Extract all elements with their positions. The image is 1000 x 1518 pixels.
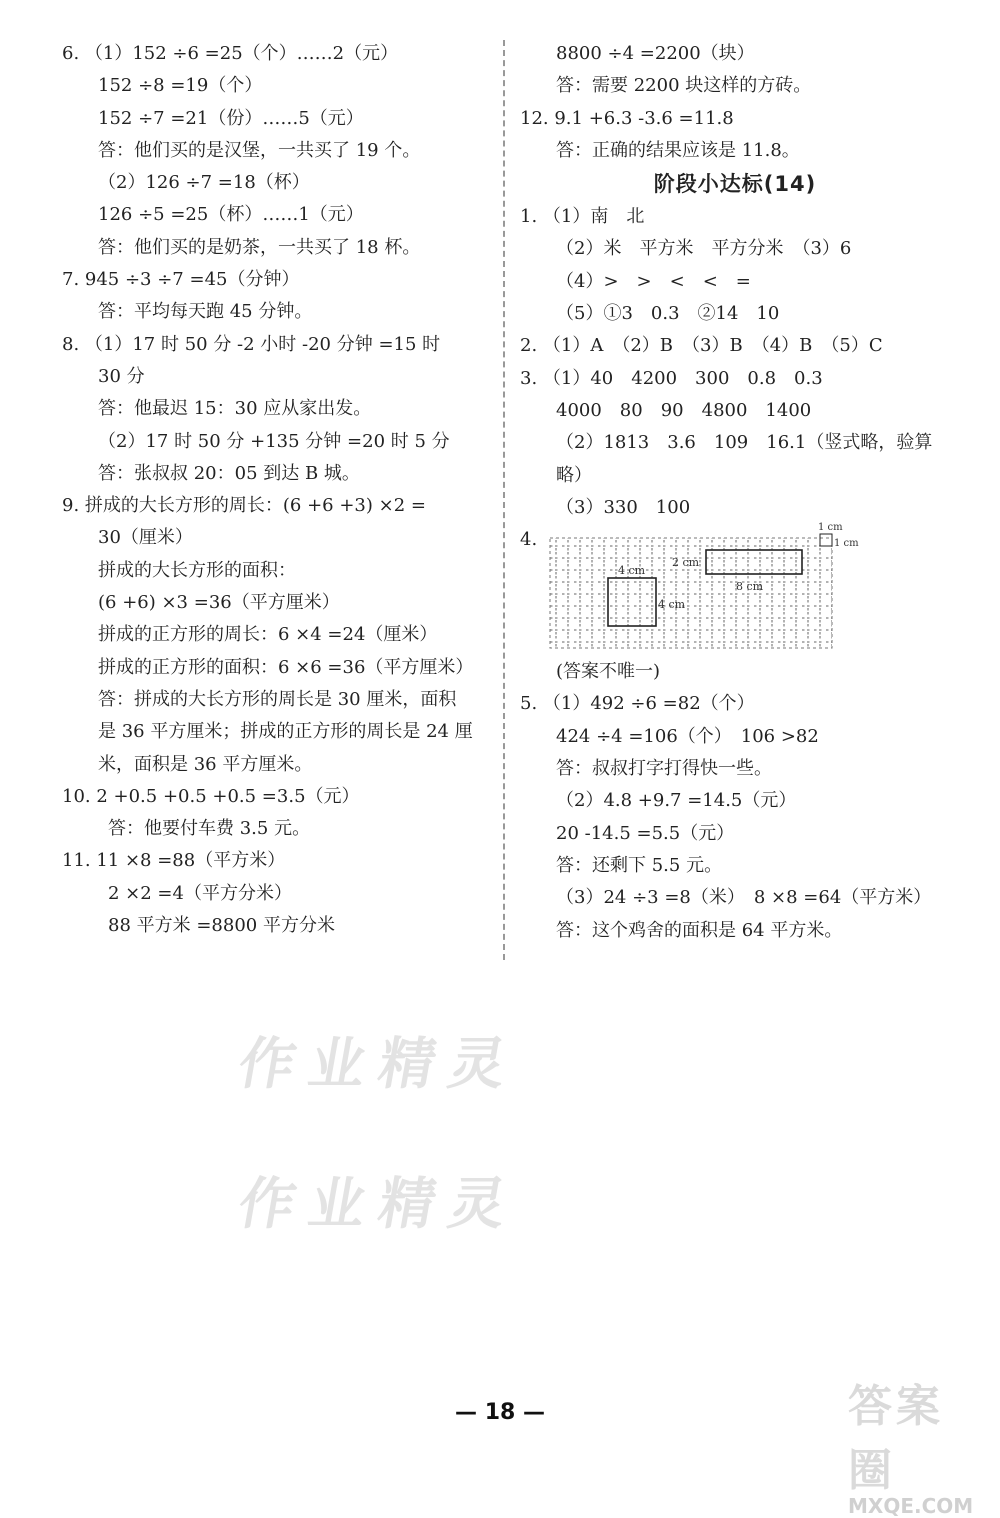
left-column xyxy=(62,38,492,942)
answer-line: 答：拼成的大长方形的周长是 30 厘米，面积 xyxy=(98,688,457,710)
answer-line: 略） xyxy=(556,464,592,486)
answer-line: 8. （1）17 时 50 分 -2 小时 -20 分钟 =15 时 xyxy=(62,333,441,355)
answer-line: 答：张叔叔 20：05 到达 B 城。 xyxy=(98,462,360,484)
label-1cm-side: 1 cm xyxy=(834,538,859,550)
answer-line: 答：正确的结果应该是 11.8。 xyxy=(556,139,800,161)
section-title: 阶段小达标(14) xyxy=(653,172,817,197)
answer-line: 1. （1）南 北 xyxy=(520,206,645,228)
answer-line: 3. （1）40 4200 300 0.8 0.3 xyxy=(520,367,823,389)
answer-line: 20 -14.5 =5.5（元） xyxy=(556,822,735,844)
answer-line: 126 ÷5 =25（杯）……1（元） xyxy=(98,204,364,226)
answer-line: (答案不唯一) xyxy=(556,661,661,683)
answer-line: 2. （1）A （2）B （3）B （4）B （5）C xyxy=(520,335,883,357)
answer-line: 152 ÷8 =19（个） xyxy=(98,75,263,97)
answer-line: 30 分 xyxy=(98,365,145,387)
answer-line: 6. （1）152 ÷6 =25（个）……2（元） xyxy=(62,43,399,64)
answer-line: 8800 ÷4 =2200（块） xyxy=(556,43,755,64)
label-1cm-top: 1 cm xyxy=(818,522,843,534)
label-4cm-top: 4 cm xyxy=(618,564,646,578)
answer-line: 30（厘米） xyxy=(98,527,193,549)
answer-line: 答：这个鸡舍的面积是 64 平方米。 xyxy=(556,919,843,941)
label-2cm: 2 cm xyxy=(672,556,700,570)
column-divider xyxy=(503,40,505,960)
answer-line: 米，面积是 36 平方厘米。 xyxy=(98,753,313,775)
answer-line: 5. （1）492 ÷6 =82（个） xyxy=(520,693,755,715)
answer-line: 答：叔叔打字打得快一些。 xyxy=(556,758,772,780)
answer-line: 12. 9.1 +6.3 -3.6 =11.8 xyxy=(520,107,734,129)
logo-url: MXQE.COM xyxy=(848,1494,974,1518)
answer-line: （4）> > < < = xyxy=(556,270,751,292)
answer-line: （5）①3 0.3 ②14 10 xyxy=(556,303,780,325)
answer-line: 4000 80 90 4800 1400 xyxy=(556,399,812,421)
answer-line: 7. 945 ÷3 ÷7 =45（分钟） xyxy=(62,269,300,291)
answer-line: （2）米 平方米 平方分米 （3）6 xyxy=(556,238,852,260)
answer-line: (6 +6) ×3 =36（平方厘米） xyxy=(98,592,340,614)
answer-line: 10. 2 +0.5 +0.5 +0.5 =3.5（元） xyxy=(62,785,360,807)
answer-line: 11. 11 ×8 =88（平方米） xyxy=(62,850,286,872)
answer-line: 答：平均每天跑 45 分钟。 xyxy=(98,301,313,323)
answer-line: 152 ÷7 =21（份）……5（元） xyxy=(98,107,364,129)
page-number: — 18 — xyxy=(455,1400,545,1425)
answer-line: （2）1813 3.6 109 16.1（竖式略，验算 xyxy=(556,432,933,454)
answer-line: 答：他最迟 15：30 应从家出发。 xyxy=(98,398,372,420)
site-logo xyxy=(848,1370,988,1518)
answer-line: 拼成的正方形的面积：6 ×6 =36（平方厘米） xyxy=(98,656,474,678)
answer-line: 答：还剩下 5.5 元。 xyxy=(556,854,723,876)
answer-line: 答：需要 2200 块这样的方砖。 xyxy=(556,75,812,97)
answer-line: 424 ÷4 =106（个） 106 >82 xyxy=(556,725,819,747)
label-8cm: 8 cm xyxy=(736,580,764,594)
watermark: 作业精灵 xyxy=(233,1172,525,1237)
answer-line: （3）24 ÷3 =8（米） 8 ×8 =64（平方米） xyxy=(556,887,932,909)
right-column xyxy=(520,38,950,947)
label-4cm-side: 4 cm xyxy=(658,598,686,612)
answer-line: 2 ×2 =4（平方分米） xyxy=(108,882,292,904)
answer-line: （3）330 100 xyxy=(556,496,691,518)
grid-diagram xyxy=(550,522,870,652)
answer-line: 88 平方米 =8800 平方分米 xyxy=(108,915,335,937)
grid-figure xyxy=(520,524,950,656)
answer-line: （2）4.8 +9.7 =14.5（元） xyxy=(556,790,797,812)
answer-line: 9. 拼成的大长方形的周长：(6 +6 +3) ×2 = xyxy=(62,495,426,517)
answer-line: （2）17 时 50 分 +135 分钟 =20 时 5 分 xyxy=(98,430,450,452)
answer-line: 拼成的正方形的周长：6 ×4 =24（厘米） xyxy=(98,624,438,646)
answer-line: 答：他要付车费 3.5 元。 xyxy=(108,818,311,840)
answer-line: 是 36 平方厘米；拼成的正方形的周长是 24 厘 xyxy=(98,721,473,743)
watermark: 作业精灵 xyxy=(233,1032,525,1097)
logo-mark: 答案圈 xyxy=(848,1381,944,1496)
answer-line: （2）126 ÷7 =18（杯） xyxy=(98,172,310,194)
dotted-grid xyxy=(550,538,832,648)
answer-line: 答：他们买的是汉堡，一共买了 19 个。 xyxy=(98,139,421,161)
answer-line: 拼成的大长方形的面积： xyxy=(98,559,296,581)
answer-line: 答：他们买的是奶茶，一共买了 18 杯。 xyxy=(98,236,421,258)
question-number: 4. xyxy=(520,529,538,551)
